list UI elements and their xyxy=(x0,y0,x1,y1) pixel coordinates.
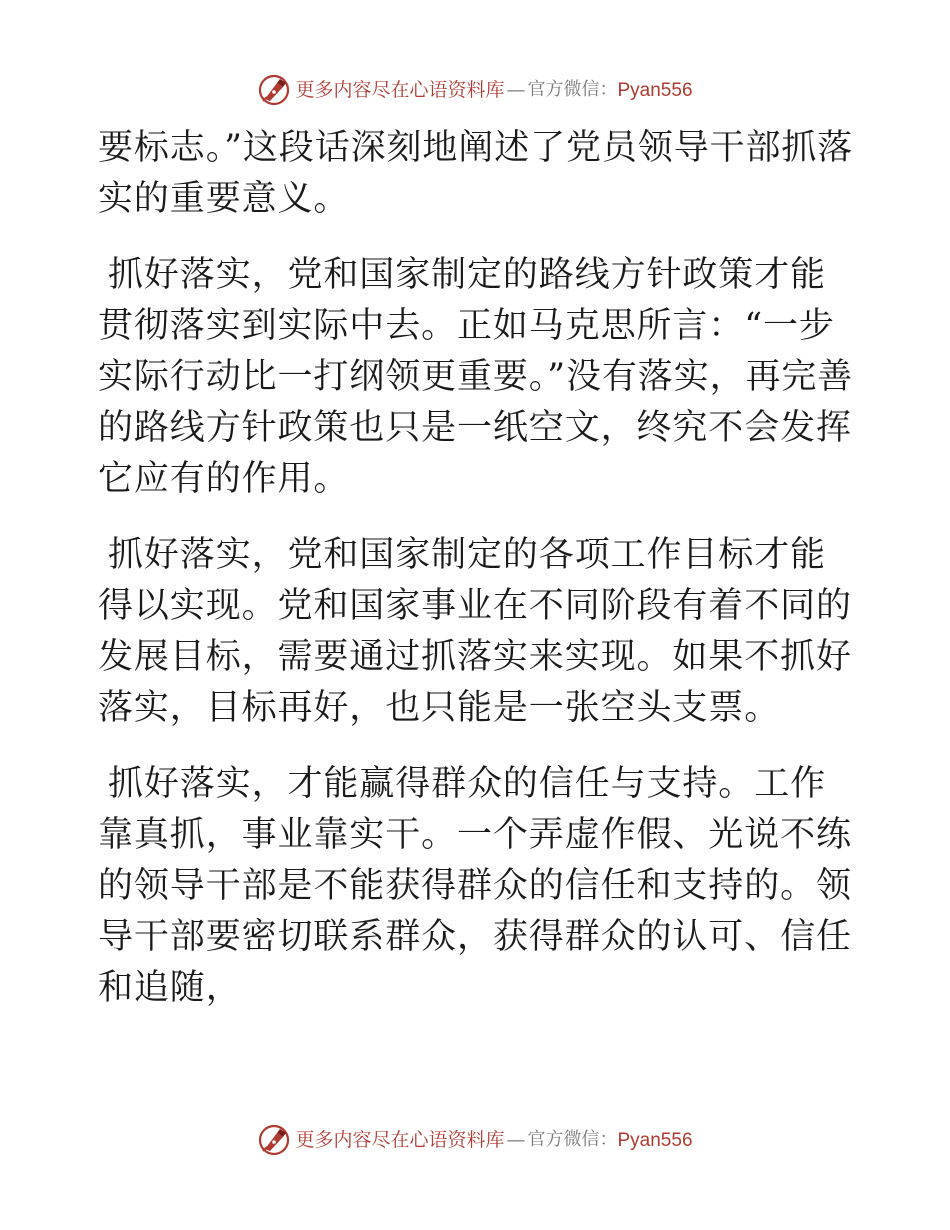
banner-wechat-id: Pyan556 xyxy=(617,1129,693,1151)
banner-separator: — xyxy=(506,78,526,101)
banner-wechat-id: Pyan556 xyxy=(617,79,693,101)
paragraph-3: 抓好落实，党和国家制定的各项工作目标才能得以实现。党和国家事业在不同阶段有着不同的发展目标，需要通过抓落实来实现。如果不抓好落实，目标再好，也只能是一张空头支票。 xyxy=(98,535,852,728)
footer-banner xyxy=(0,1120,950,1160)
paragraph-2: 抓好落实，党和国家制定的路线方针政策才能贯彻落实到实际中去。正如马克思所言：“一步实际行动比一打纲领更重要。”没有落实，再完善的路线方针政策也只是一纸空文，终究不会发挥它应有的作用。 xyxy=(98,255,854,499)
banner-wechat-label: 官方微信： xyxy=(527,1129,618,1150)
pen-nib-logo-icon xyxy=(257,1123,291,1157)
header-banner xyxy=(0,70,950,110)
banner-title: 更多内容尽在心语资料库 xyxy=(295,1128,505,1151)
banner-title: 更多内容尽在心语资料库 xyxy=(295,78,505,101)
paragraph-1: 要标志。”这段话深刻地阐述了党员领导干部抓落实的重要意义。 xyxy=(98,128,854,219)
paragraph-4: 抓好落实，才能赢得群众的信任与支持。工作靠真抓，事业靠实干。一个弄虚作假、光说不练的领导干部是不能获得群众的信任和支持的。领导干部要密切联系群众，获得群众的认可、信任和追随， xyxy=(98,764,852,1008)
pen-nib-logo-icon xyxy=(257,73,291,107)
document-body xyxy=(98,123,858,1039)
banner-separator: — xyxy=(506,1128,526,1151)
banner-wechat-label: 官方微信： xyxy=(527,79,618,100)
